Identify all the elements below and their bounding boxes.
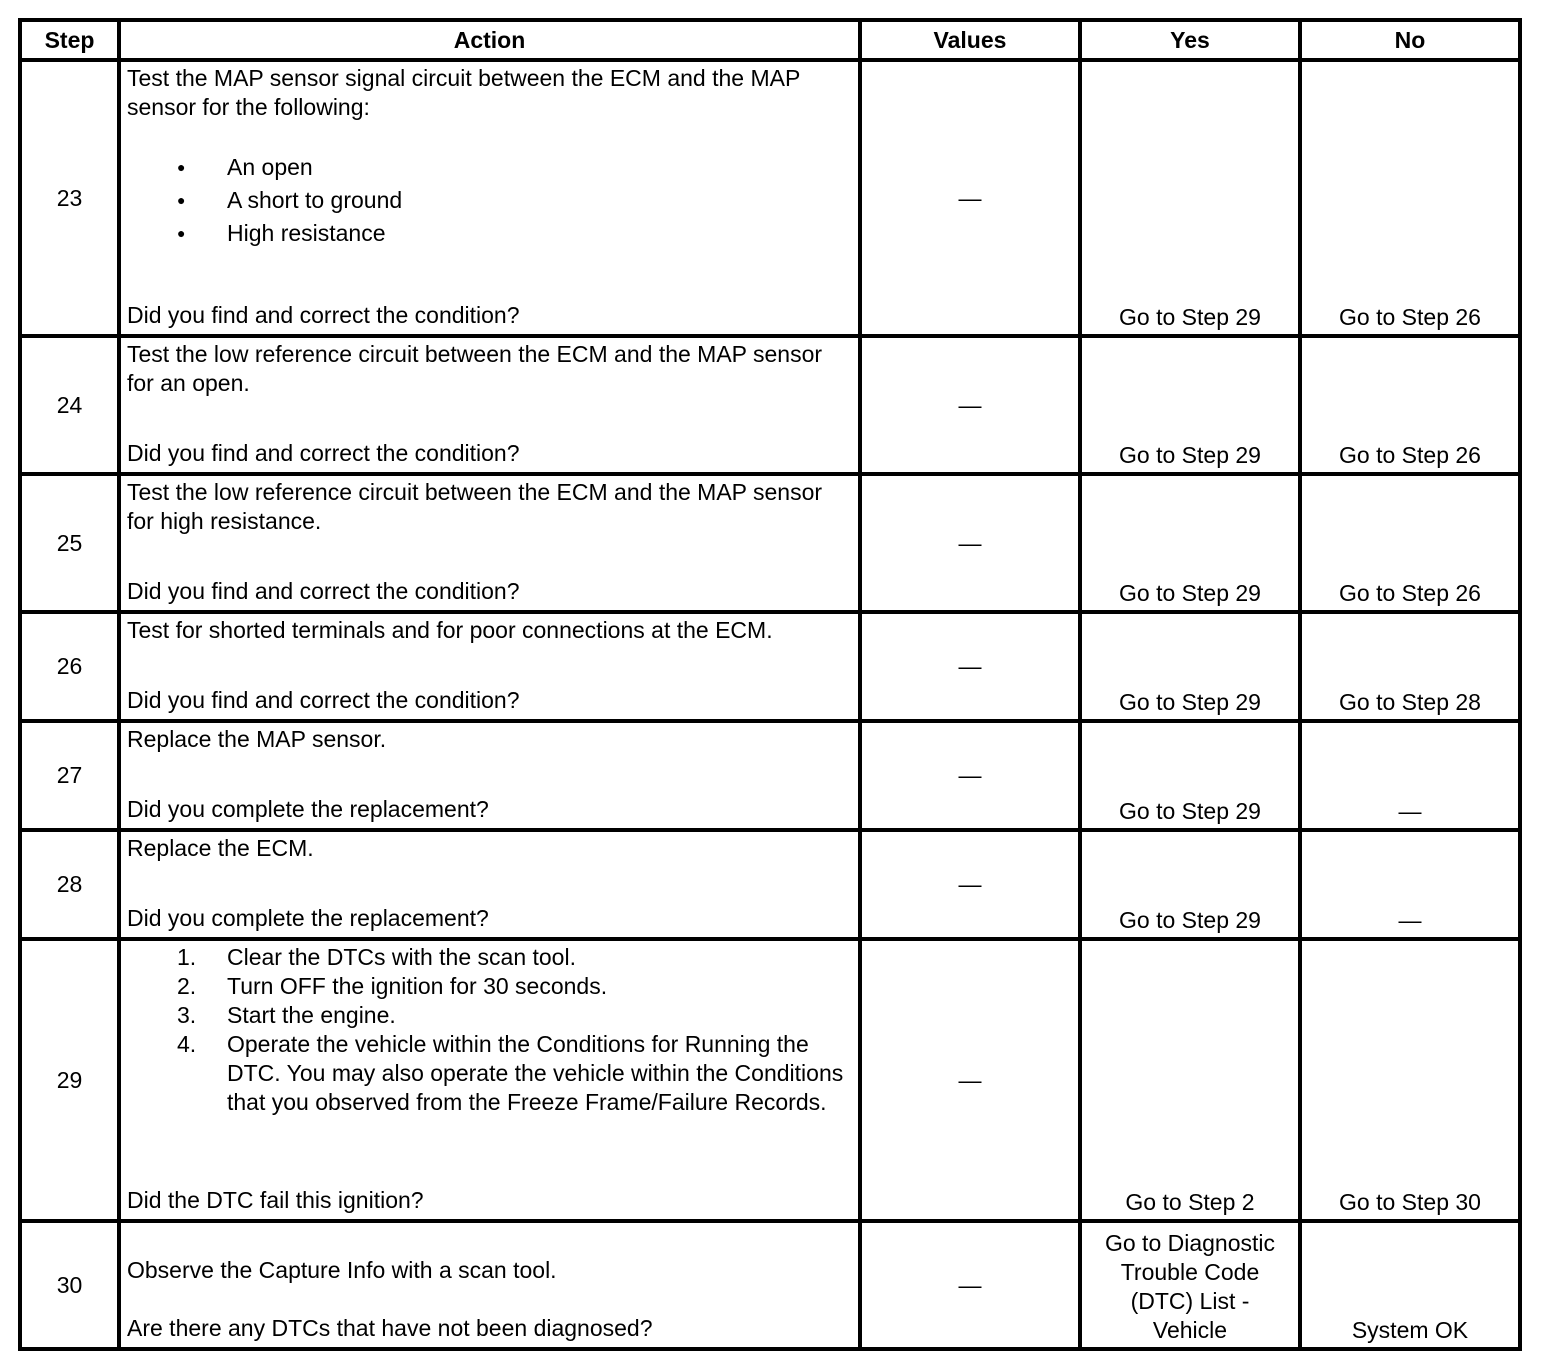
header-action: Action (119, 20, 860, 60)
header-values: Values (860, 20, 1080, 60)
table-row (20, 830, 1520, 939)
step-number: 27 (20, 721, 119, 830)
action-cell (119, 474, 860, 612)
action-cell (119, 60, 860, 336)
values-cell: — (860, 336, 1080, 474)
table-row (20, 474, 1520, 612)
values-cell: — (860, 939, 1080, 1221)
yes-line: Go to Diagnostic (1104, 1230, 1276, 1256)
yes-cell: Go to Step 29 (1080, 612, 1300, 721)
action-text: Test the MAP sensor signal circuit between the ECM and the MAP sensor for the following: (127, 65, 800, 120)
item-number: 4. (177, 1031, 197, 1057)
step-number: 28 (20, 830, 119, 939)
item-text: Operate the vehicle within the Conditions for Running the DTC. You may also operate the vehicle within the Conditions that you observed from the Freeze Frame/Failure Records. (227, 1031, 844, 1115)
values-cell: — (860, 474, 1080, 612)
step-number: 29 (20, 939, 119, 1221)
action-text: Replace the MAP sensor. (127, 726, 387, 752)
action-cell (119, 830, 860, 939)
yes-cell: Go to Step 29 (1080, 336, 1300, 474)
no-cell: Go to Step 26 (1300, 60, 1520, 336)
action-text: Observe the Capture Info with a scan tool. (127, 1257, 557, 1283)
action-cell (119, 612, 860, 721)
step-number: 30 (20, 1221, 119, 1349)
numbered-list (127, 943, 852, 1117)
yes-cell: Go to Step 2 (1080, 939, 1300, 1221)
table-row (20, 721, 1520, 830)
action-question: Did you complete the replacement? (127, 905, 489, 931)
action-text: Test the low reference circuit between the ECM and the MAP sensor for an open. (127, 341, 823, 396)
no-cell: Go to Step 28 (1300, 612, 1520, 721)
yes-cell: Go to Step 29 (1080, 830, 1300, 939)
yes-cell: Go to Step 29 (1080, 474, 1300, 612)
action-cell (119, 721, 860, 830)
item-number: 1. (177, 944, 197, 970)
table-row (20, 939, 1520, 1221)
yes-line: Vehicle (1152, 1317, 1228, 1343)
table-row (20, 1221, 1520, 1349)
action-question: Did you complete the replacement? (127, 796, 489, 822)
header-no: No (1300, 20, 1520, 60)
values-cell: — (860, 721, 1080, 830)
item-number: 2. (177, 973, 197, 999)
list-item: ● A short to ground (127, 184, 852, 217)
yes-cell (1080, 1221, 1300, 1349)
action-question: Did you find and correct the condition? (127, 578, 520, 604)
action-question: Are there any DTCs that have not been diagnosed? (127, 1315, 653, 1341)
yes-cell: Go to Step 29 (1080, 60, 1300, 336)
header-yes: Yes (1080, 20, 1300, 60)
list-item (127, 943, 852, 972)
step-number: 23 (20, 60, 119, 336)
item-text: Turn OFF the ignition for 30 seconds. (227, 973, 608, 999)
values-cell: — (860, 60, 1080, 336)
yes-line: Trouble Code (1120, 1259, 1260, 1285)
action-cell (119, 1221, 860, 1349)
list-item (127, 972, 852, 1001)
bullet-list (127, 151, 852, 250)
list-item (127, 1030, 852, 1117)
no-cell: Go to Step 26 (1300, 474, 1520, 612)
action-text: Test the low reference circuit between the ECM and the MAP sensor for high resistance. (127, 479, 823, 534)
yes-line: (DTC) List - (1130, 1288, 1250, 1314)
table-row (20, 60, 1520, 336)
values-cell: — (860, 612, 1080, 721)
no-cell: System OK (1300, 1221, 1520, 1349)
action-question: Did you find and correct the condition? (127, 440, 520, 466)
action-text: Replace the ECM. (127, 835, 314, 861)
diagnostic-table (18, 18, 1522, 1351)
values-cell: — (860, 1221, 1080, 1349)
action-text: Test for shorted terminals and for poor connections at the ECM. (127, 617, 773, 643)
table-row (20, 336, 1520, 474)
list-item: ● High resistance (127, 217, 852, 250)
action-cell (119, 939, 860, 1221)
action-question: Did the DTC fail this ignition? (127, 1187, 424, 1213)
item-text: Start the engine. (227, 1002, 396, 1028)
step-number: 24 (20, 336, 119, 474)
header-step: Step (20, 20, 119, 60)
no-cell: Go to Step 26 (1300, 336, 1520, 474)
values-cell: — (860, 830, 1080, 939)
step-number: 26 (20, 612, 119, 721)
list-item (127, 1001, 852, 1030)
item-text: Clear the DTCs with the scan tool. (227, 944, 576, 970)
list-item: ● An open (127, 151, 852, 184)
action-question: Did you find and correct the condition? (127, 302, 520, 328)
table-row (20, 612, 1520, 721)
action-question: Did you find and correct the condition? (127, 687, 520, 713)
no-cell: Go to Step 30 (1300, 939, 1520, 1221)
header-row (20, 20, 1520, 60)
step-number: 25 (20, 474, 119, 612)
yes-cell: Go to Step 29 (1080, 721, 1300, 830)
item-number: 3. (177, 1002, 197, 1028)
action-cell (119, 336, 860, 474)
no-cell: — (1300, 721, 1520, 830)
no-cell: — (1300, 830, 1520, 939)
